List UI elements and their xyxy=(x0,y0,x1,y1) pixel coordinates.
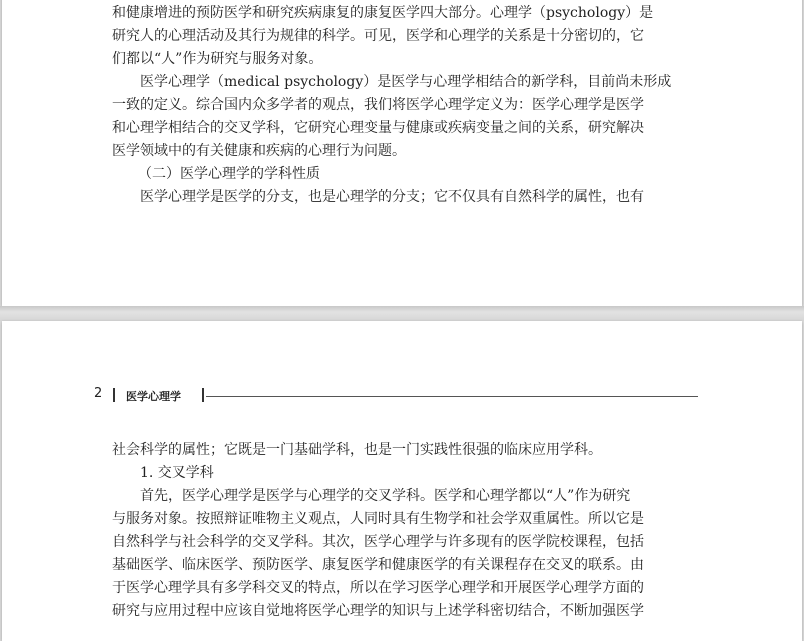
text-line: 医学心理学是医学的分支，也是心理学的分支；它不仅具有自然科学的属性，也有 xyxy=(140,189,644,205)
text-line: 社会科学的属性；它既是一门基础学科，也是一门实践性很强的临床应用学科。 xyxy=(112,442,602,458)
header-rule xyxy=(206,396,698,397)
subsection-heading-text: 1. 交叉学科 xyxy=(140,465,214,481)
header-bar-right xyxy=(202,388,204,402)
book-title: 医学心理学 xyxy=(126,390,181,403)
paragraph-interdisciplinary xyxy=(112,485,698,623)
text-line: 于医学心理学具有多学科交叉的特点，所以在学习医学心理学和开展医学心理学方面的 xyxy=(112,580,644,596)
running-header xyxy=(94,385,698,405)
document-page-bottom xyxy=(2,321,802,641)
page-gap xyxy=(0,306,804,321)
paragraph-social-science xyxy=(112,439,698,462)
subsection-heading xyxy=(112,462,698,485)
text-line: 医学领域中的有关健康和疾病的心理行为问题。 xyxy=(112,143,406,159)
paragraph-medical-psychology-definition xyxy=(112,71,698,163)
paragraph-psychology-definition xyxy=(112,2,698,71)
text-line: 与服务对象。按照辩证唯物主义观点，人同时具有生物学和社会学双重属性。所以它是 xyxy=(112,511,644,527)
text-line: 研究与应用过程中应该自觉地将医学心理学的知识与上述学科密切结合，不断加强医学 xyxy=(112,603,644,619)
text-line: 首先，医学心理学是医学与心理学的交叉学科。医学和心理学都以“人”作为研究 xyxy=(140,488,631,504)
text-line: 们都以“人”作为研究与服务对象。 xyxy=(112,51,323,67)
text-line: 和健康增进的预防医学和研究疾病康复的康复医学四大部分。心理学（psychology）是 xyxy=(112,5,654,21)
page-number: 2 xyxy=(94,386,103,401)
text-line: 和心理学相结合的交叉学科，它研究心理变量与健康或疾病变量之间的关系，研究解决 xyxy=(112,120,644,136)
header-bar-left xyxy=(113,388,115,402)
text-line: 医学心理学（medical psychology）是医学与心理学相结合的新学科，目前尚未形成 xyxy=(140,74,672,90)
paragraph-discipline-nature xyxy=(112,186,698,209)
text-line: 一致的定义。综合国内众多学者的观点，我们将医学心理学定义为：医学心理学是医学 xyxy=(112,97,644,113)
document-page-top xyxy=(2,0,802,306)
section-heading xyxy=(112,163,698,186)
text-line: 研究人的心理活动及其行为规律的科学。可见，医学和心理学的关系是十分密切的，它 xyxy=(112,28,644,44)
text-line: 自然科学与社会科学的交叉学科。其次，医学心理学与许多现有的医学院校课程，包括 xyxy=(112,534,644,550)
text-line: 基础医学、临床医学、预防医学、康复医学和健康医学的有关课程存在交叉的联系。由 xyxy=(112,557,644,573)
section-heading-text: （二）医学心理学的学科性质 xyxy=(138,166,320,182)
